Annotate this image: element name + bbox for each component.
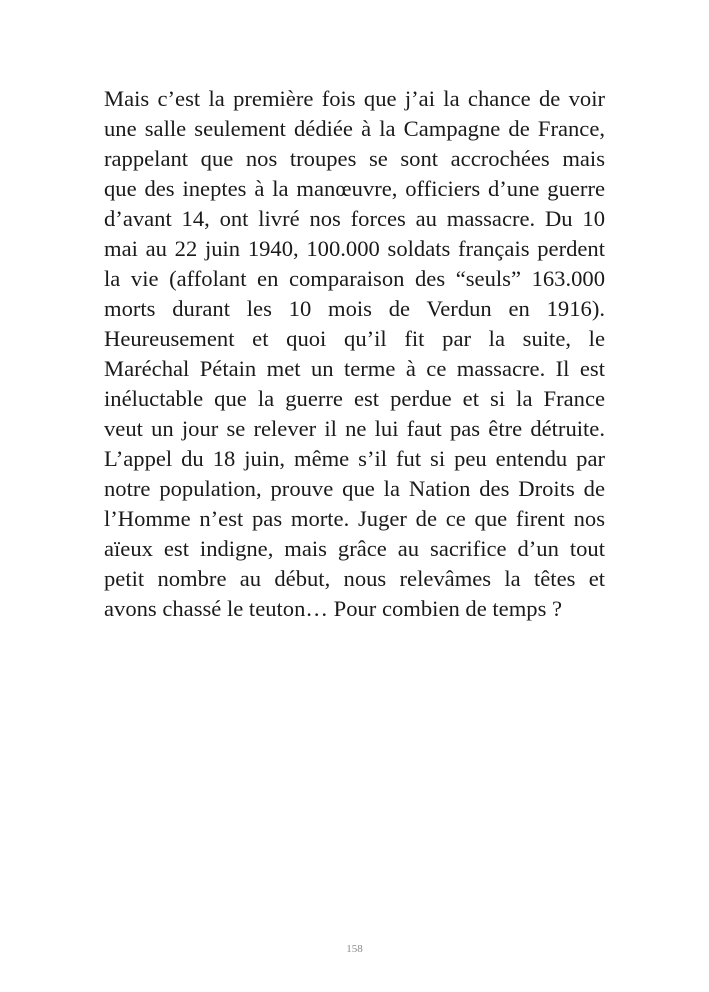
paragraph-line: rappelant que nos troupes se sont accrochées mais <box>104 146 605 171</box>
paragraph-line: inéluctable que la guerre est perdue et si la France <box>104 386 605 411</box>
paragraph-line: notre population, prouve que la Nation des Droits de <box>104 476 605 501</box>
paragraph-line: d’avant 14, ont livré nos forces au massacre. Du 10 <box>104 206 605 231</box>
paragraph-line: une salle seulement dédiée à la Campagne de France, <box>104 116 605 141</box>
paragraph-line: Heureusement et quoi qu’il fit par la suite, le <box>104 326 605 351</box>
paragraph-line: veut un jour se relever il ne lui faut pas être détruite. <box>104 416 605 441</box>
paragraph-line: L’appel du 18 juin, même s’il fut si peu entendu par <box>104 446 605 471</box>
paragraph-line: petit nombre au début, nous relevâmes la têtes et <box>104 566 605 591</box>
paragraph-line: aïeux est indigne, mais grâce au sacrifice d’un tout <box>104 536 605 561</box>
paragraph-line: Maréchal Pétain met un terme à ce massacre. Il est <box>104 356 605 381</box>
paragraph-line: morts durant les 10 mois de Verdun en 1916). <box>104 296 605 321</box>
paragraph-line: mai au 22 juin 1940, 100.000 soldats français perdent <box>104 236 605 261</box>
body-paragraph <box>104 84 605 624</box>
paragraph-line: l’Homme n’est pas morte. Juger de ce que firent nos <box>104 506 605 531</box>
paragraph-line: que des ineptes à la manœuvre, officiers d’une guerre <box>104 176 605 201</box>
paragraph-line: la vie (affolant en comparaison des “seuls” 163.000 <box>104 266 605 291</box>
paragraph-line: Mais c’est la première fois que j’ai la chance de voir <box>104 86 605 111</box>
paragraph-line: avons chassé le teuton… Pour combien de temps ? <box>104 596 563 621</box>
page-number: 158 <box>346 943 363 955</box>
